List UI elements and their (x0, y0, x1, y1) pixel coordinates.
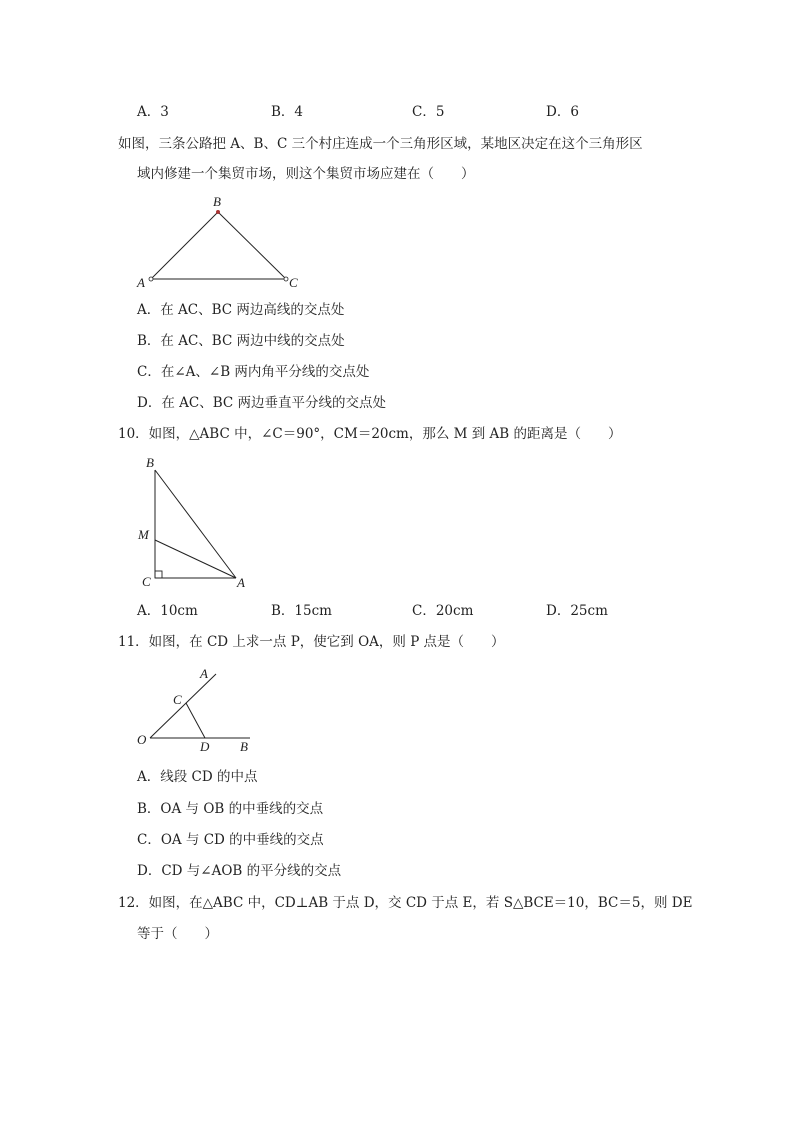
q10-label-a: A (237, 575, 245, 590)
q9-option-a: A．在 AC、BC 两边高线的交点处 (137, 302, 345, 318)
q11-option-c: C．OA 与 CD 的中垂线的交点 (137, 832, 324, 848)
q11-label-o: O (137, 732, 147, 747)
q9-stem-line2: 域内修建一个集贸市场，则这个集贸市场应建在（ ） (137, 166, 475, 182)
q9-label-b: B (213, 194, 221, 209)
q10-label-c: C (142, 574, 151, 589)
q10-label-m: M (138, 527, 149, 542)
q9-label-a: A (137, 275, 145, 290)
q9-option-b: B．在 AC、BC 两边中线的交点处 (137, 333, 345, 349)
q11-label-c: C (173, 692, 182, 707)
q10-option-b: B．15cm (271, 603, 332, 619)
q11-option-a: A．线段 CD 的中点 (137, 769, 258, 785)
q11-label-b: B (240, 739, 248, 754)
q12-stem-line1: 12．如图，在△ABC 中，CD⊥AB 于点 D，交 CD 于点 E，若 S△BCE＝10，BC＝5，则 DE (118, 895, 693, 911)
q10-option-a: A．10cm (137, 603, 198, 619)
q8-option-b: B．4 (271, 104, 304, 120)
q11-label-d: D (200, 739, 210, 754)
q9-label-c: C (289, 275, 298, 290)
q9-stem-line1: 如图，三条公路把 A、B、C 三个村庄连成一个三角形区域，某地区决定在这个三角形区 (118, 136, 643, 152)
q9-option-c: C．在∠A、∠B 两内角平分线的交点处 (137, 364, 370, 380)
q11-label-a: A (200, 666, 208, 681)
q11-option-b: B．OA 与 OB 的中垂线的交点 (137, 801, 324, 817)
q10-label-b: B (146, 455, 154, 470)
q9-option-d: D．在 AC、BC 两边垂直平分线的交点处 (137, 395, 386, 411)
q8-option-a: A．3 (137, 104, 169, 120)
q10-option-c: C．20cm (412, 603, 474, 619)
q12-stem-line2: 等于（ ） (137, 926, 218, 942)
q11-option-d: D．CD 与∠AOB 的平分线的交点 (137, 863, 342, 879)
q8-option-d: D．6 (546, 104, 579, 120)
q10-option-d: D．25cm (546, 603, 608, 619)
q8-option-c: C．5 (412, 104, 445, 120)
q11-stem: 11．如图，在 CD 上求一点 P，使它到 OA，则 P 点是（ ） (118, 634, 505, 650)
q10-stem: 10．如图，△ABC 中，∠C＝90°，CM＝20cm，那么 M 到 AB 的距离是（ ） (118, 426, 622, 442)
